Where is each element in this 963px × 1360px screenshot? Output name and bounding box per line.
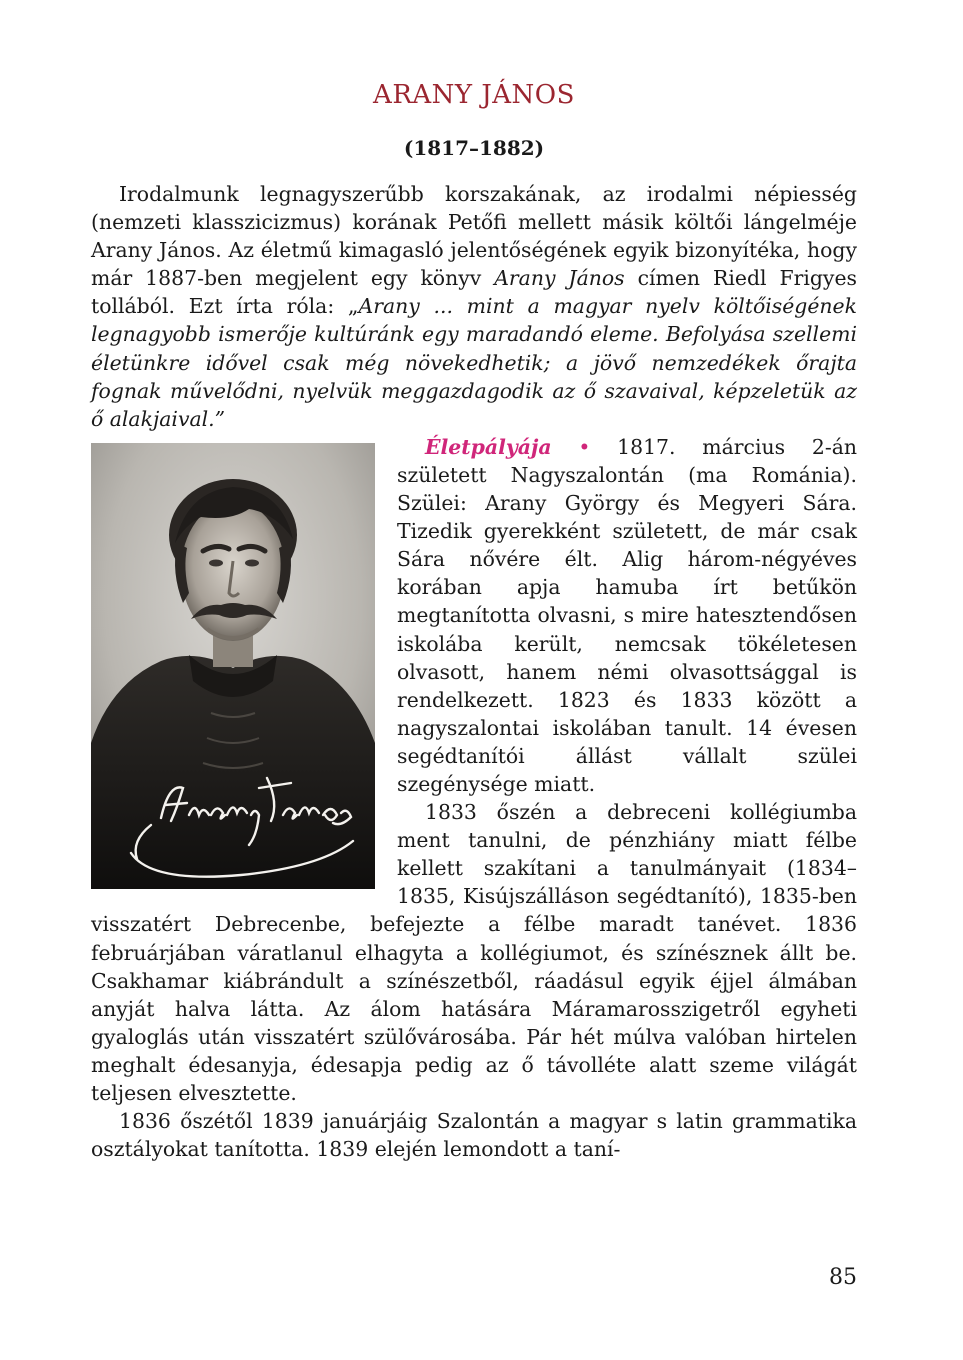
signature-caption [121, 773, 361, 801]
section-heading-eletpalyaja: Életpályája [425, 434, 552, 459]
life-paragraph-3: 1836 őszétől 1839 januárjáig Szalontán a magyar s latin grammatika osztályokat tanította. 1839 elején lemondott a taní- [91, 1109, 857, 1162]
riedl-quote: Arany ... mint a magyar nyelv költőiségének legnagyobb ismerője kultúránk egy maradandó eleme. Befolyása szellemi életünkre idővel csak még növekedhetik; a jövő nemzedékek őrajta fognak művelődni, nyelvük meggazdagodik az ő szavaival, képzeletük az ő alakjaival. [91, 294, 857, 431]
bullet-icon: • [578, 434, 591, 459]
book-title: Arany János [494, 266, 625, 291]
portrait-image [91, 443, 375, 889]
intro-paragraph [91, 180, 857, 433]
page-number: 85 [829, 1265, 857, 1290]
life-years: (1817–1882) [403, 136, 545, 160]
portrait-photo-icon [91, 443, 375, 889]
page-title: ARANY JÁNOS [373, 80, 575, 110]
life-text-1: 1817. március 2-án született Nagyszalontán (ma Románia). Szülei: Arany György és Megyeri Sára. Tizedik gyerekként született, de már csak Sára nővére élt. Alig három-négyéves korában apja hamuba írt betűkön megtanította olvasni, s mire hatesztendősen iskolába került, nemcsak tökéletesen olvasott, hanem némi olvasottsággal is rendelkezett. 1823 és 1833 között a nagyszalontai iskolában tanult. 14 évesen segédtanítói állást vállalt szülei szegénysége miatt. [397, 434, 857, 796]
intro-text-1: Irodalmunk legnagyszerűbb korszakának, az irodalmi népiesség (nemzeti klasszicizmus) korának Petőfi mellett másik költői lángelméje Arany János. Az életmű kimagasló jelentőségének egyik bizonyítéka, hogy már 1887-ben megjelent egy könyv [91, 182, 857, 291]
quote-close: ” [214, 406, 226, 431]
intro-text-2: címen Riedl Frigyes tollából. Ezt írta róla: „ [91, 266, 857, 319]
article-body [91, 180, 857, 1163]
life-paragraph-2: 1833 őszén a debreceni kollégiumba ment tanulni, de pénzhiány miatt félbe kellett szakítani a tanulmányait (1834–1835, Kisújszálláson segédtanító), 1835-ben visszatért Debrecenbe, befejezte a félbe maradt tanévet. 1836 februárjában váratlanul elhagyta a kollégiumot, és színésznek állt be. Csakhamar kiábrándult a színészetből, ráadásul egyik éjjel álmában anyját halva látta. Az álom hatására Máramarosszigetről egyheti gyaloglás után visszatért szülővárosába. Pár hét múlva valóban hirtelen meghalt édesanyja, édesapja pedig az ő távolléte alatt szeme világát teljesen elvesztette. [91, 800, 857, 1105]
book-page [91, 0, 857, 1360]
